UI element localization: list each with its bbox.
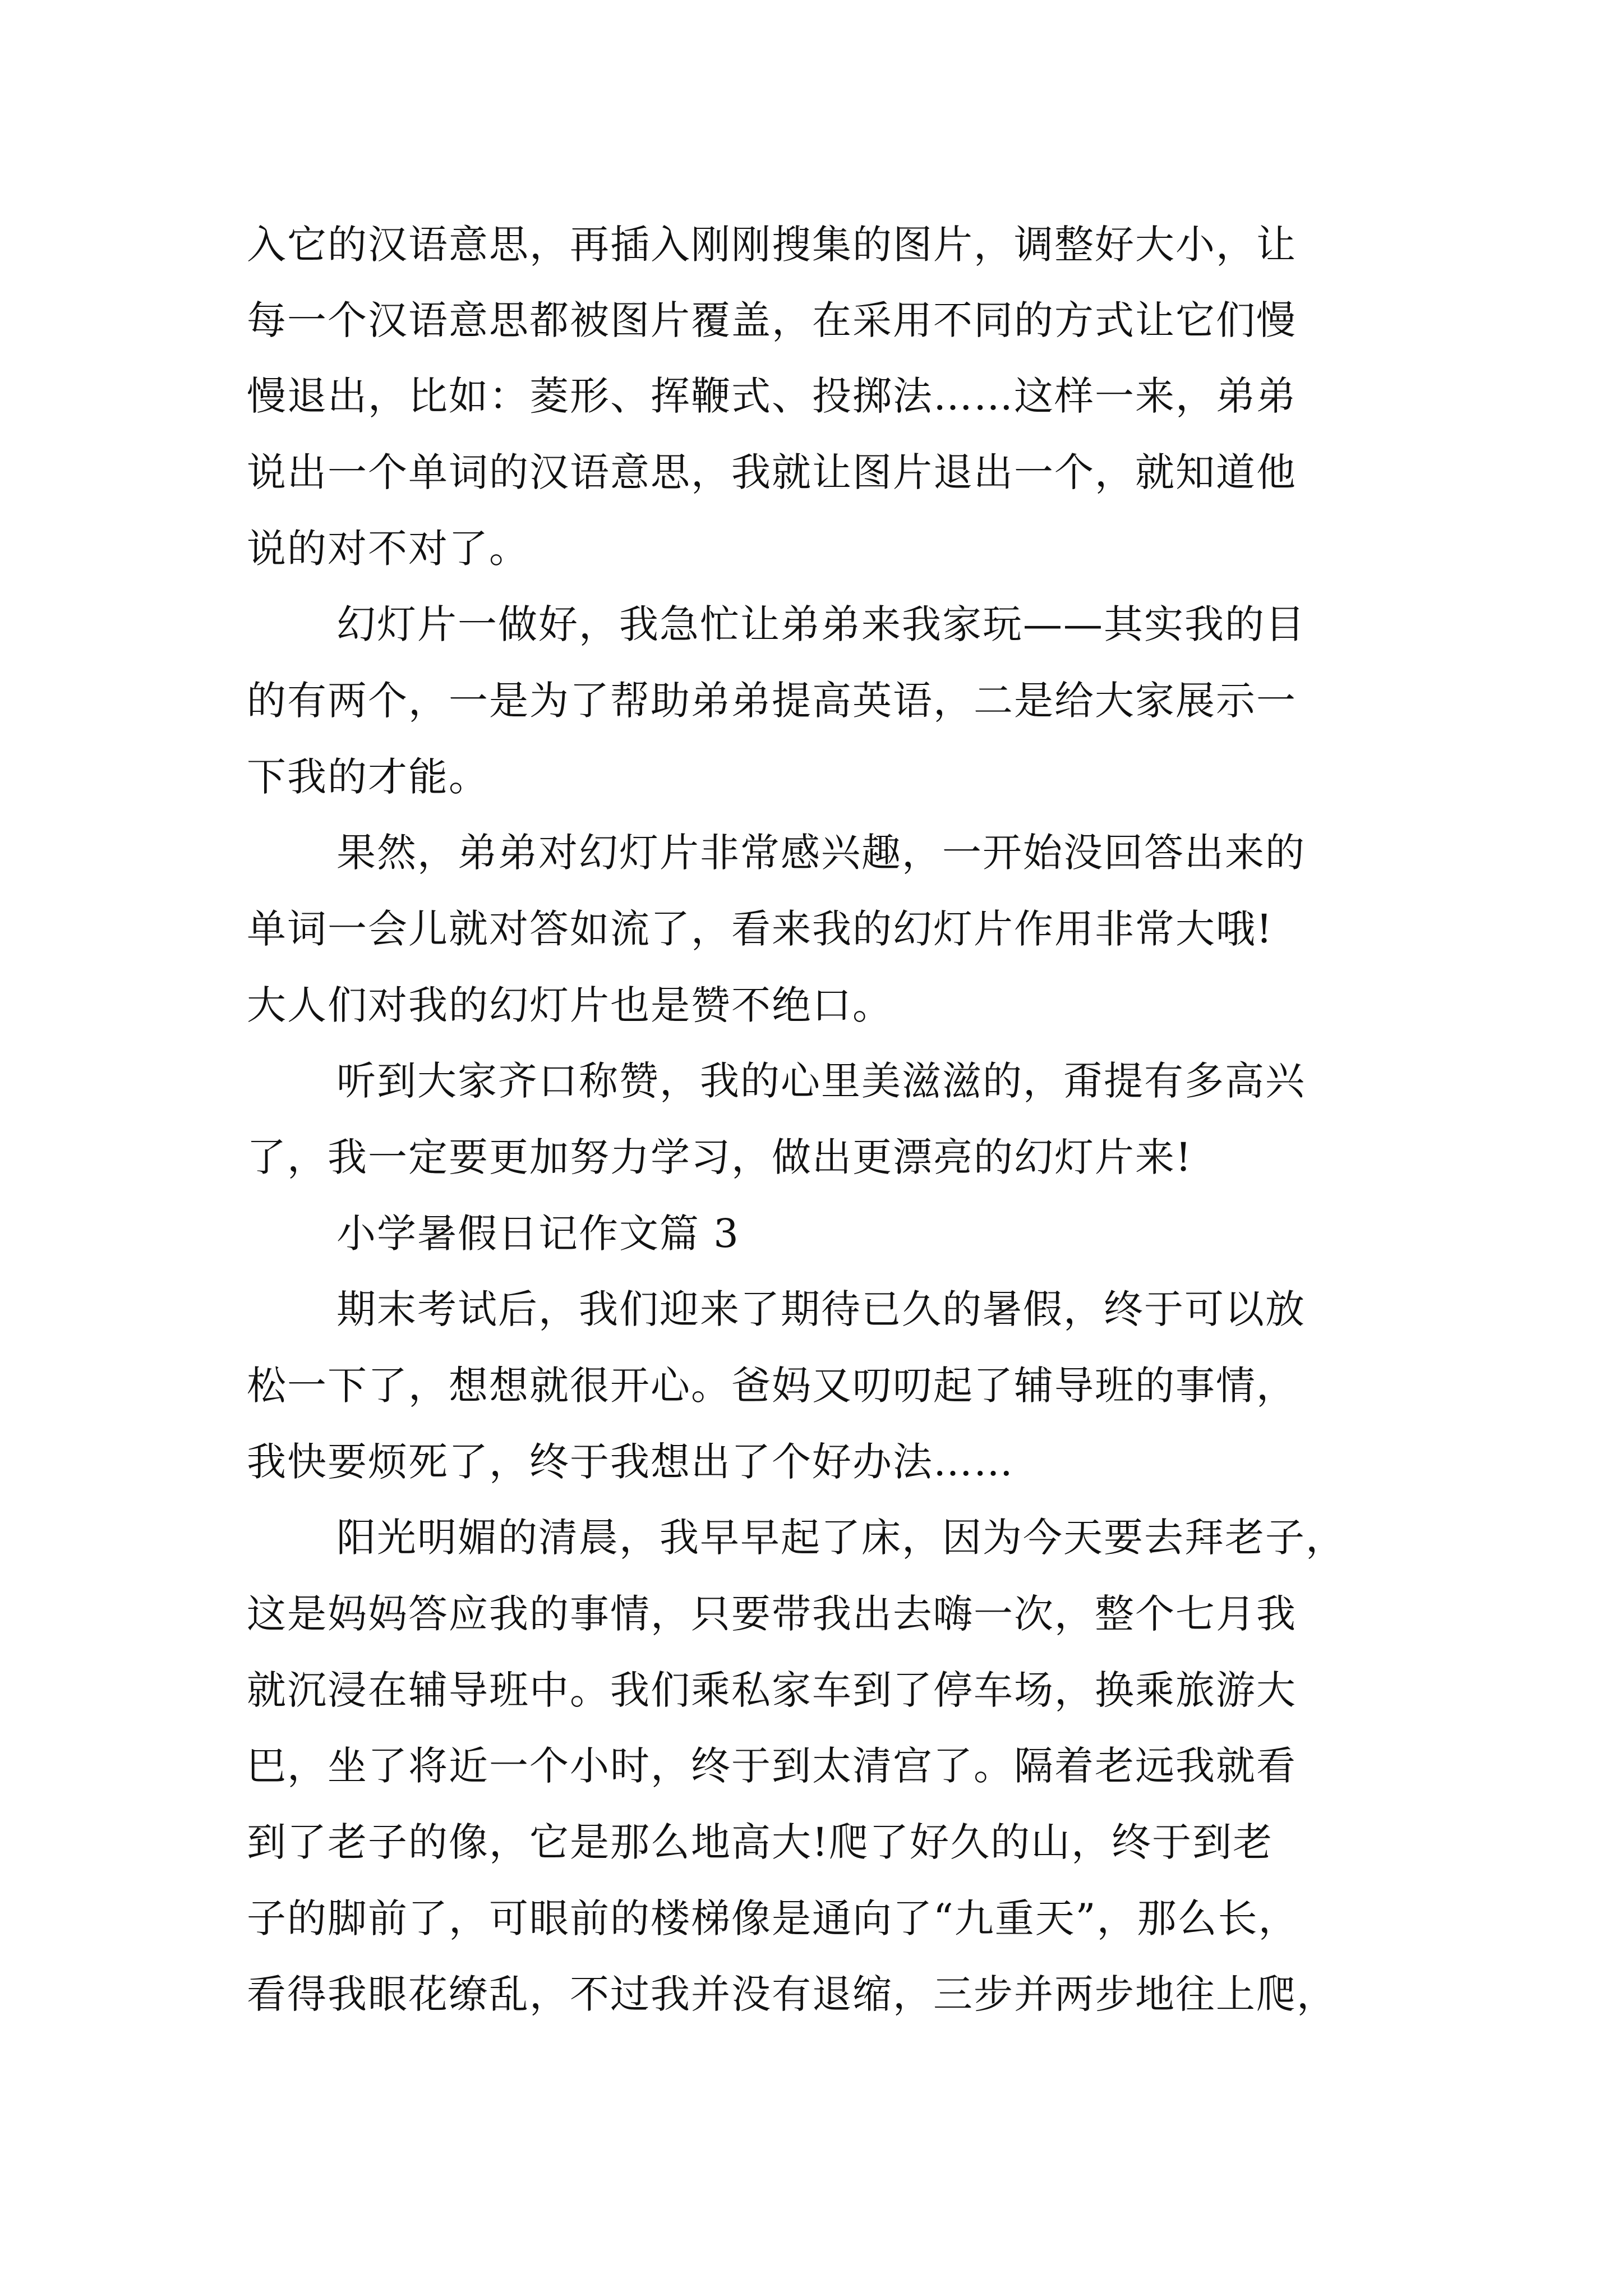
text-line: 说出一个单词的汉语意思，我就让图片退出一个，就知道他 — [247, 449, 1297, 495]
text-line: 下我的才能。 — [247, 754, 489, 800]
text-line: 大人们对我的幻灯片也是赞不绝口。 — [247, 982, 893, 1028]
text-line: 每一个汉语意思都被图片覆盖，在采用不同的方式让它们慢 — [247, 297, 1297, 343]
text-line: 就沉浸在辅导班中。我们乘私家车到了停车场，换乘旅游大 — [247, 1667, 1297, 1713]
paragraph-first-line: 幻灯片一做好，我急忙让弟弟来我家玩——其实我的目 — [336, 601, 1306, 647]
section-heading: 小学暑假日记作文篇 3 — [336, 1211, 740, 1257]
text-line: 的有两个，一是为了帮助弟弟提高英语，二是给大家展示一 — [247, 678, 1297, 724]
text-line: 单词一会儿就对答如流了，看来我的幻灯片作用非常大哦! — [247, 906, 1274, 952]
text-line: 松一下了，想想就很开心。爸妈又叨叨起了辅导班的事情， — [247, 1363, 1297, 1409]
text-line: 这是妈妈答应我的事情，只要带我出去嗨一次，整个七月我 — [247, 1591, 1297, 1637]
paragraph-first-line: 听到大家齐口称赞，我的心里美滋滋的，甭提有多高兴 — [336, 1058, 1306, 1104]
text-line: 说的对不对了。 — [247, 526, 529, 572]
text-line: 子的脚前了，可眼前的楼梯像是通向了“九重天”，那么长， — [247, 1895, 1299, 1941]
text-line: 了，我一定要更加努力学习，做出更漂亮的幻灯片来! — [247, 1134, 1193, 1180]
text-line: 入它的汉语意思，再插入刚刚搜集的图片，调整好大小，让 — [247, 222, 1297, 268]
text-line: 巴，坐了将近一个小时，终于到太清宫了。隔着老远我就看 — [247, 1743, 1297, 1789]
text-line: 看得我眼花缭乱，不过我并没有退缩，三步并两步地往上爬， — [247, 1971, 1337, 2017]
paragraph-first-line: 阳光明媚的清晨，我早早起了床，因为今天要去拜老子， — [336, 1515, 1346, 1561]
paragraph-first-line: 期末考试后，我们迎来了期待已久的暑假，终于可以放 — [336, 1286, 1306, 1332]
text-line: 到了老子的像，它是那么地高大!爬了好久的山，终于到老 — [247, 1819, 1274, 1865]
text-line: 慢退出，比如：菱形、挥鞭式、投掷法……这样一来，弟弟 — [247, 373, 1297, 419]
paragraph-first-line: 果然，弟弟对幻灯片非常感兴趣，一开始没回答出来的 — [336, 830, 1306, 876]
text-line: 我快要烦死了，终于我想出了个好办法…… — [247, 1439, 1014, 1485]
